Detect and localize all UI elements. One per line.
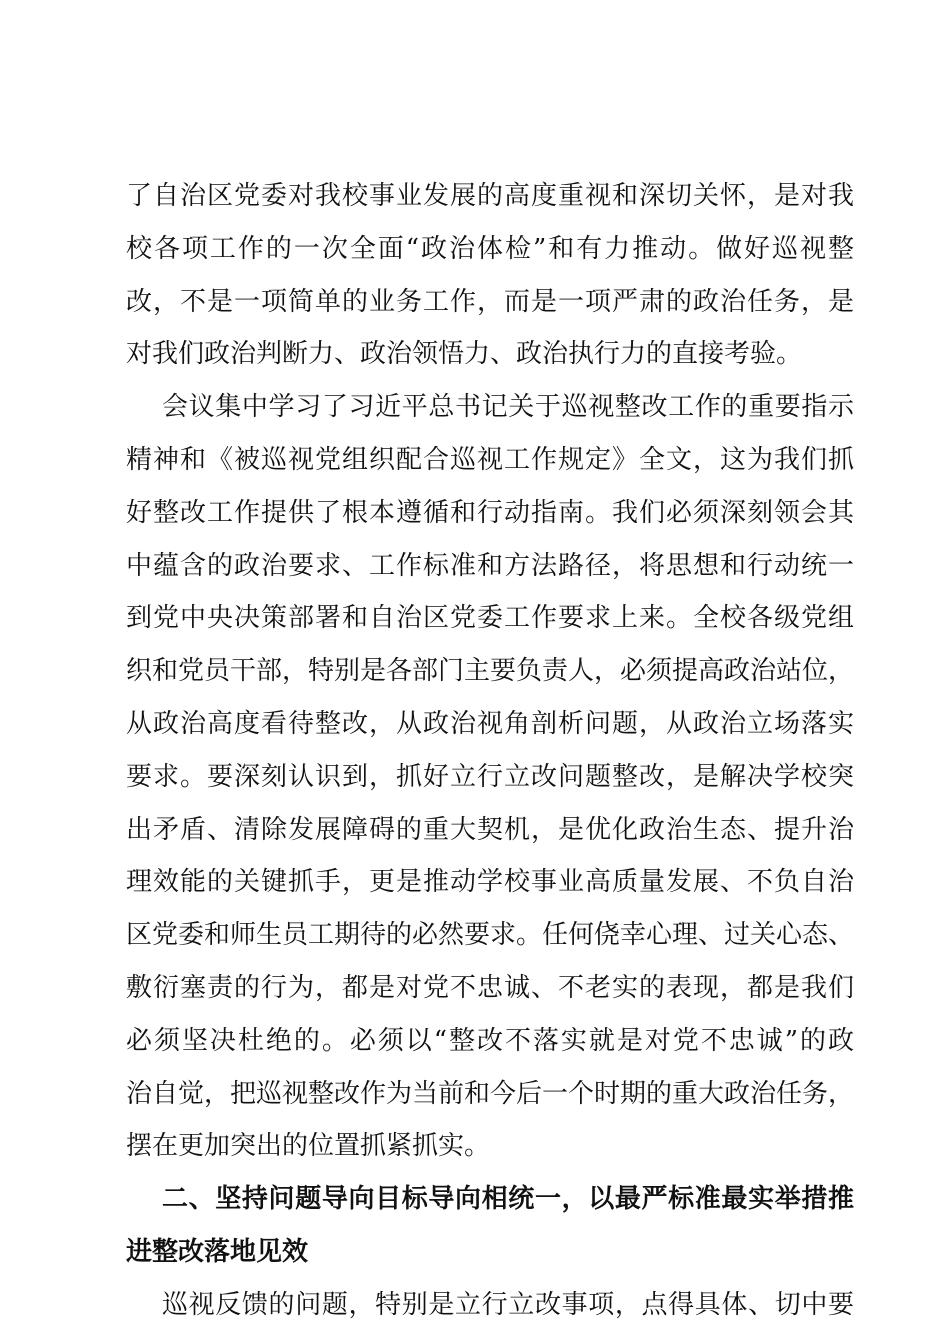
document-page [126, 170, 854, 1332]
text-line: 理效能的关键抓手，更是推动学校事业高质量发展、不负自治 [126, 867, 854, 898]
text-line: 对我们政治判断力、政治领悟力、政治执行力的直接考验。 [126, 339, 803, 370]
section-heading [126, 1173, 854, 1279]
heading-line: 进整改落地见效 [126, 1236, 309, 1267]
text-line: 中蕴含的政治要求、工作标准和方法路径，将思想和行动统一 [126, 550, 854, 581]
text-line: 必须坚决杜绝的。必须以“整改不落实就是对党不忠诚”的政 [126, 1025, 854, 1056]
text-line: 从政治高度看待整改，从政治视角剖析问题，从政治立场落实 [126, 708, 854, 739]
text-line: 了自治区党委对我校事业发展的高度重视和深切关怀，是对我 [126, 181, 854, 211]
heading-line: 二、坚持问题导向目标导向相统一，以最严标准最实举措推 [162, 1184, 854, 1215]
text-line: 摆在更加突出的位置抓紧抓实。 [126, 1131, 491, 1162]
text-line: 要求。要深刻认识到，抓好立行立改问题整改，是解决学校突 [126, 761, 854, 792]
text-line: 好整改工作提供了根本遵循和行动指南。我们必须深刻领会其 [126, 497, 854, 528]
text-line: 会议集中学习了习近平总书记关于巡视整改工作的重要指示 [162, 392, 854, 423]
text-line: 巡视反馈的问题，特别是立行立改事项，点得具体、切中要 [162, 1289, 854, 1320]
paragraph-feedback [126, 1279, 854, 1332]
paragraph-study-meeting [126, 381, 854, 1173]
text-line: 治自觉，把巡视整改作为当前和今后一个时期的重大政治任务， [126, 1078, 855, 1109]
text-line: 校各项工作的一次全面“政治体检”和有力推动。做好巡视整 [126, 233, 854, 264]
text-line: 区党委和师生员工期待的必然要求。任何侥幸心理、过关心态、 [126, 920, 855, 951]
text-line: 到党中央决策部署和自治区党委工作要求上来。全校各级党组 [126, 603, 854, 634]
text-line: 精神和《被巡视党组织配合巡视工作规定》全文，这为我们抓 [126, 444, 854, 475]
text-line: 出矛盾、清除发展障碍的重大契机，是优化政治生态、提升治 [126, 814, 854, 845]
paragraph-continuation [126, 170, 854, 381]
text-line: 改，不是一项简单的业务工作，而是一项严肃的政治任务，是 [126, 286, 854, 317]
text-line: 织和党员干部，特别是各部门主要负责人，必须提高政治站位， [126, 656, 855, 687]
text-line: 敷衍塞责的行为，都是对党不忠诚、不老实的表现，都是我们 [126, 972, 854, 1003]
